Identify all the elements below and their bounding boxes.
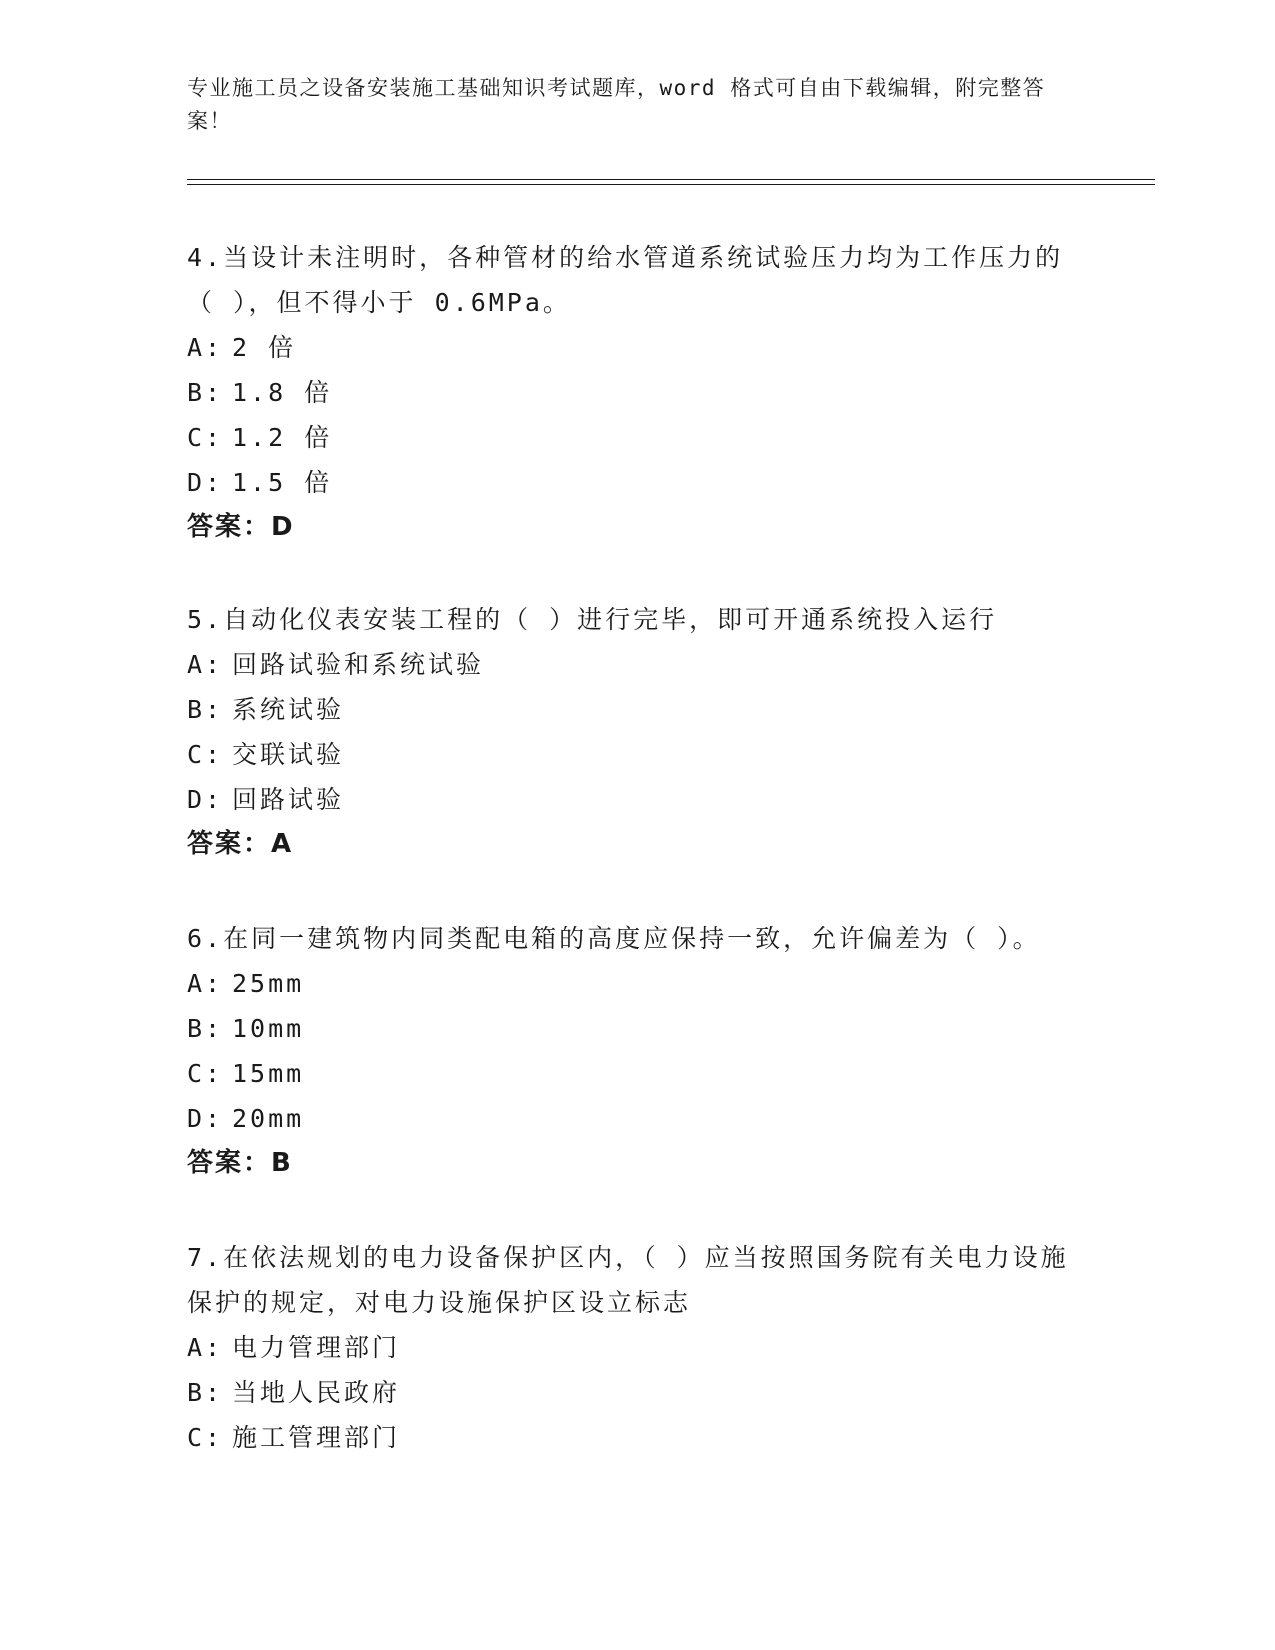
option-label: A:	[187, 650, 224, 679]
option-c	[187, 1415, 1087, 1460]
option-c	[187, 732, 1087, 777]
option-a	[187, 961, 1087, 1006]
option-b	[187, 1006, 1087, 1051]
option-text: 2 倍	[232, 333, 297, 362]
option-label: C:	[187, 1059, 224, 1088]
option-label: A:	[187, 1333, 224, 1362]
option-text: 20mm	[232, 1104, 305, 1133]
option-b	[187, 1370, 1087, 1415]
header-rule-top	[187, 179, 1155, 180]
option-b	[187, 687, 1087, 732]
document-header: 专业施工员之设备安装施工基础知识考试题库，word 格式可自由下载编辑，附完整答案！	[187, 76, 1046, 133]
option-text: 电力管理部门	[232, 1333, 401, 1362]
option-text: 当地人民政府	[232, 1378, 401, 1407]
question-text: 5.自动化仪表安装工程的（ ）进行完毕，即可开通系统投入运行	[187, 605, 998, 634]
option-label: B:	[187, 695, 224, 724]
option-a	[187, 642, 1087, 687]
option-label: A:	[187, 969, 224, 998]
answer-line: 答案：A	[187, 829, 294, 859]
option-label: B:	[187, 378, 224, 407]
question-text: 7.在依法规划的电力设备保护区内，（ ）应当按照国务院有关电力设施保护的规定，对电力设施保护区设立标志	[187, 1243, 1069, 1317]
question-6	[187, 916, 1087, 1186]
option-label: B:	[187, 1378, 224, 1407]
option-c	[187, 1051, 1087, 1096]
option-c	[187, 415, 1087, 460]
option-a	[187, 1325, 1087, 1370]
option-d	[187, 460, 1087, 505]
option-text: 10mm	[232, 1014, 305, 1043]
question-5	[187, 597, 1087, 867]
option-label: D:	[187, 785, 224, 814]
option-text: 回路试验和系统试验	[232, 650, 485, 679]
option-a	[187, 325, 1087, 370]
option-text: 施工管理部门	[232, 1423, 401, 1452]
option-label: C:	[187, 423, 224, 452]
option-label: A:	[187, 333, 224, 362]
option-text: 系统试验	[232, 695, 345, 724]
option-label: B:	[187, 1014, 224, 1043]
answer-line: 答案：B	[187, 1148, 293, 1178]
question-7	[187, 1235, 1087, 1460]
option-d	[187, 777, 1087, 822]
question-text: 4.当设计未注明时，各种管材的给水管道系统试验压力均为工作压力的（ ），但不得小于 0.6MPa。	[187, 243, 1064, 317]
option-text: 1.8 倍	[232, 378, 333, 407]
option-label: D:	[187, 468, 224, 497]
question-text: 6.在同一建筑物内同类配电箱的高度应保持一致，允许偏差为（ ）。	[187, 924, 1041, 953]
option-b	[187, 370, 1087, 415]
question-4	[187, 235, 1087, 550]
header-rule-bottom	[187, 184, 1155, 185]
answer-line: 答案：D	[187, 512, 295, 542]
option-text: 25mm	[232, 969, 305, 998]
option-label: C:	[187, 1423, 224, 1452]
option-text: 15mm	[232, 1059, 305, 1088]
option-text: 回路试验	[232, 785, 345, 814]
option-label: C:	[187, 740, 224, 769]
option-d	[187, 1096, 1087, 1141]
option-text: 交联试验	[232, 740, 345, 769]
option-text: 1.5 倍	[232, 468, 333, 497]
option-label: D:	[187, 1104, 224, 1133]
option-text: 1.2 倍	[232, 423, 333, 452]
